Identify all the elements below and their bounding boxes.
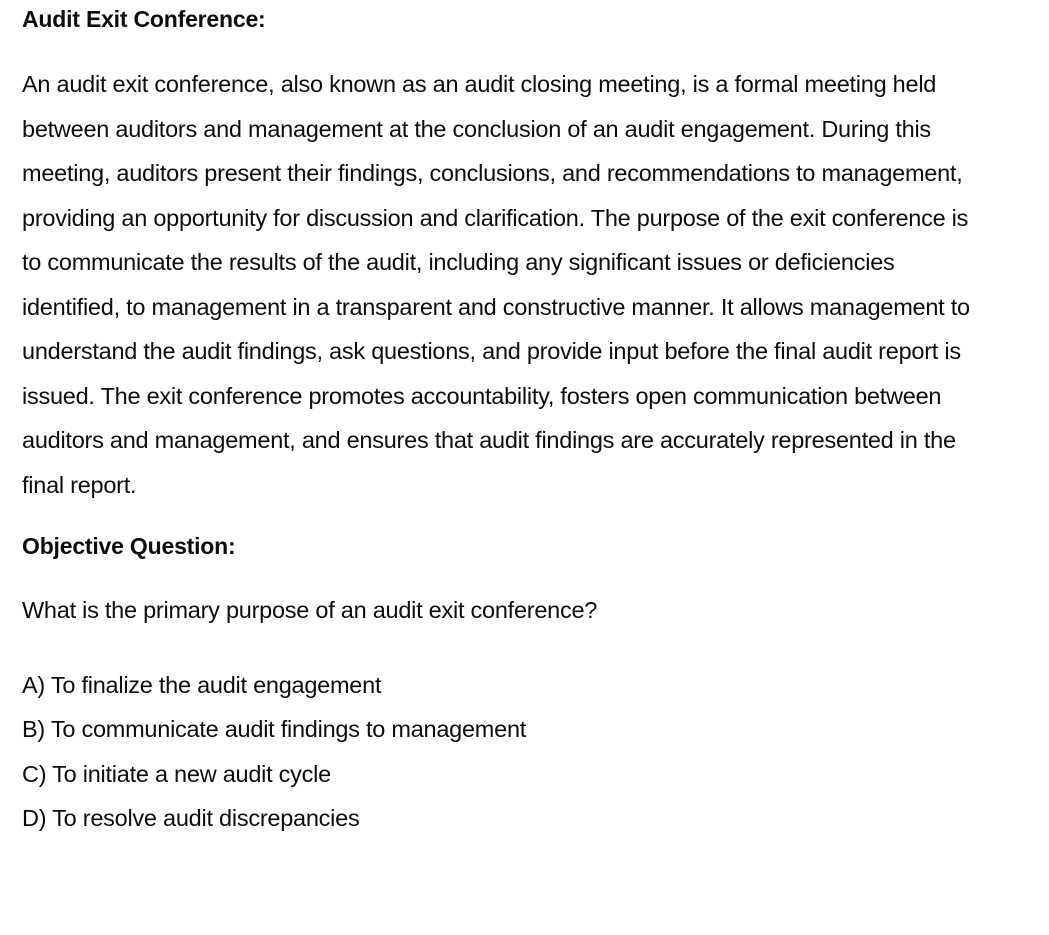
- option-b: B) To communicate audit findings to management: [22, 716, 527, 742]
- question-text: What is the primary purpose of an audit exit conference?: [22, 597, 598, 623]
- option-a: A) To finalize the audit engagement: [22, 671, 382, 698]
- section-title: Audit Exit Conference:: [22, 6, 266, 32]
- option-d: D) To resolve audit discrepancies: [22, 805, 360, 831]
- question-title: Objective Question:: [22, 533, 236, 559]
- answer-options: [22, 663, 992, 841]
- option-c: C) To initiate a new audit cycle: [22, 760, 331, 787]
- body-paragraph: An audit exit conference, also known as an audit closing meeting, is a formal meeting held between auditors and management at the conclusion of an audit engagement. During this meeting, auditors present their findings, conclusions, and recommendations to management, providing an opportunity for discussion and clarification. The purpose of the exit conference is to communicate the results of the audit, including any significant issues or deficiencies identified, to management in a transparent and constructive manner. It allows management to understand the audit findings, ask questions, and provide input before the final audit report is issued. The exit conference promotes accountability, fosters open communication between auditors and management, and ensures that audit findings are accurately represented in the final report.: [22, 71, 970, 498]
